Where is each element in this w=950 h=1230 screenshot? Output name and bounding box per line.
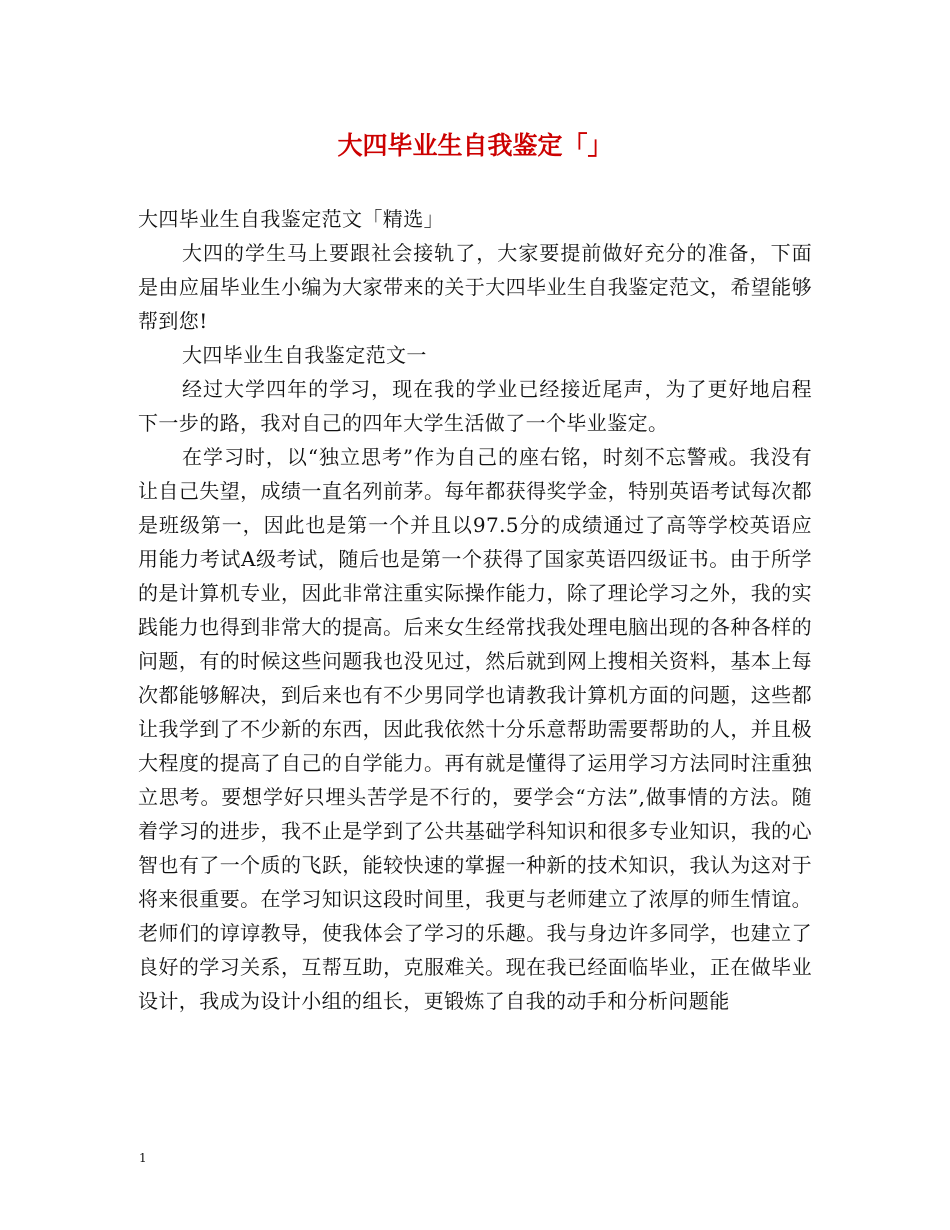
page-number: 1 [139,1151,147,1165]
document-body [138,202,812,1018]
sample-heading: 大四毕业生自我鉴定范文一 [182,343,427,367]
document-title: 大四毕业生自我鉴定「」 [337,131,613,160]
intro-paragraph: 大四的学生马上要跟社会接轨了，大家要提前做好充分的准备，下面是由应届毕业生小编为大家带来的关于大四毕业生自我鉴定范文，希望能够帮到您! [138,241,812,333]
body-paragraph: 在学习时，以“独立思考”作为自己的座右铭，时刻不忘警戒。我没有让自己失望，成绩一直名列前茅。每年都获得奖学金，特别英语考试每次都是班级第一，因此也是第一个并且以97.5分的成绩通过了高等学校英语应用能力考试A级考试，随后也是第一个获得了国家英语四级证书。由于所学的是计算机专业，因此非常注重实际操作能力，除了理论学习之外，我的实践能力也得到非常大的提高。后来女生经常找我处理电脑出现的各种各样的问题，有的时候这些问题我也没见过，然后就到网上搜相关资料，基本上每次都能够解决，到后来也有不少男同学也请教我计算机方面的问题，这些都让我学到了不少新的东西，因此我依然十分乐意帮助需要帮助的人，并且极大程度的提高了自己的自学能力。再有就是懂得了运用学习方法同时注重独立思考。要想学好只埋头苦学是不行的，要学会“方法”,做事情的方法。随着学习的进步，我不止是学到了公共基础学科知识和很多专业知识，我的心智也有了一个质的飞跃，能较快速的掌握一种新的技术知识，我认为这对于将来很重要。在学习知识这段时间里，我更与老师建立了浓厚的师生情谊。老师们的谆谆教导，使我体会了学习的乐趣。我与身边许多同学，也建立了良好的学习关系，互帮互助，克服难关。现在我已经面临毕业，正在做毕业设计，我成为设计小组的组长，更锻炼了自我的动手和分析问题能 [138,445,812,1013]
body-paragraph: 经过大学四年的学习，现在我的学业已经接近尾声，为了更好地启程下一步的路，我对自己的四年大学生活做了一个毕业鉴定。 [138,377,812,435]
section-heading: 大四毕业生自我鉴定范文「精选」 [138,207,444,231]
